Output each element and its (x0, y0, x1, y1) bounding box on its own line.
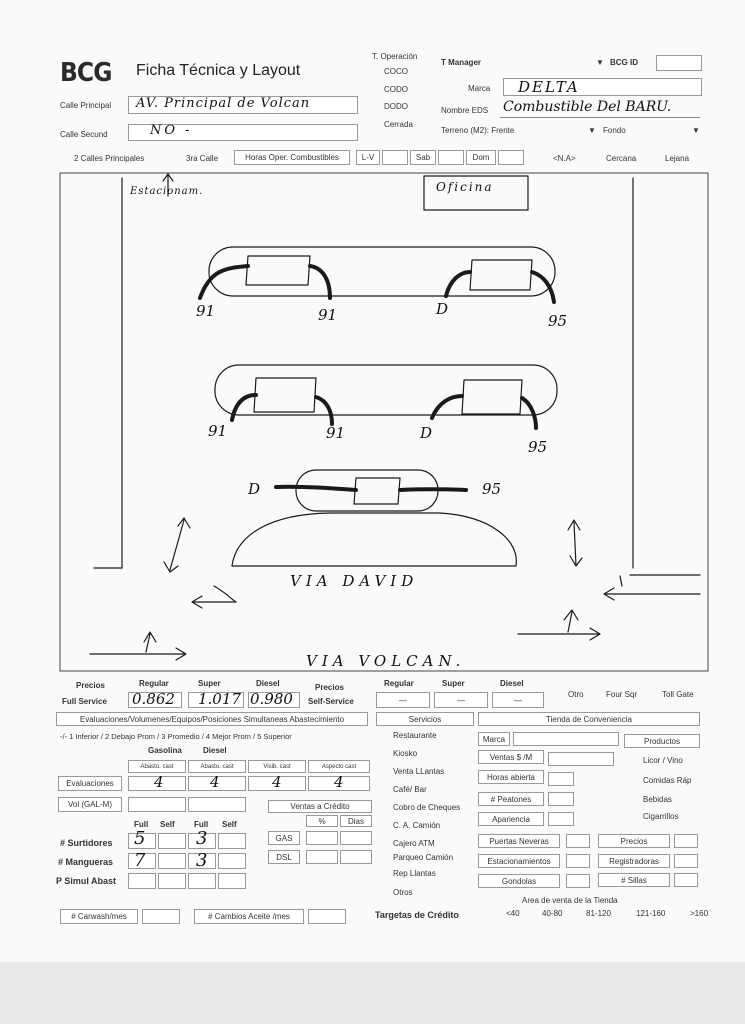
op-codo[interactable]: CODO (384, 85, 408, 94)
servicio-parqueo-camion[interactable]: Parqueo Camión (393, 853, 454, 862)
carwash-field[interactable] (142, 909, 180, 924)
vol-row-label: Vol (GAL-M) (58, 797, 122, 812)
producto-cigarrillos[interactable]: Cigarrillos (643, 812, 679, 821)
simul-gas-full-field[interactable] (128, 873, 156, 889)
self-super-value: — (457, 695, 465, 705)
area-range-1[interactable]: <40 (506, 909, 520, 918)
surtidores-label: # Surtidores (60, 838, 113, 848)
self-regular-field[interactable] (376, 692, 430, 708)
full-diesel-value: 0.980 (250, 690, 293, 708)
tienda-header: Tienda de Conveniencia (478, 712, 700, 726)
evaluaciones-row-label: Evaluaciones (58, 776, 122, 791)
abastecido-1-label: Abasto. cast (128, 760, 186, 773)
oficina-label: Oficina (436, 180, 494, 194)
dos-calles-label: 2 Calles Principales (74, 154, 145, 163)
self-super-field[interactable] (434, 692, 488, 708)
self-regular-header: Regular (384, 679, 414, 688)
dsl-self-header: Self (222, 820, 237, 829)
t-manager-label: T Manager (441, 58, 482, 67)
cercana-option[interactable]: Cercana (606, 154, 637, 163)
puertas-neveras-field[interactable] (566, 834, 590, 848)
servicio-cajero-atm[interactable]: Cajero ATM (393, 839, 435, 848)
full-service-label: Full Service (62, 697, 107, 706)
terreno-arrow-icon[interactable]: ▼ (588, 126, 596, 135)
estacionamientos-field[interactable] (566, 854, 590, 868)
tienda-marca-label: Marca (478, 732, 510, 746)
puertas-neveras-label: Puertas Neveras (478, 834, 560, 848)
full-regular-header: Regular (139, 679, 169, 688)
fondo-label: Fondo (603, 126, 626, 135)
productos-label: Productos (624, 734, 700, 748)
nombre-eds-label: Nombre EDS (441, 106, 489, 115)
vol-field-1[interactable] (128, 797, 186, 812)
self-diesel-value: — (514, 695, 522, 705)
ventas-label: Ventas $ /M (478, 750, 544, 764)
producto-comidas[interactable]: Comidas Ráp (643, 776, 692, 785)
producto-licor[interactable]: Licor / Vino (643, 756, 683, 765)
toll-gate-option[interactable]: Toll Gate (662, 690, 694, 699)
peatones-field[interactable] (548, 792, 574, 806)
island2-label-d: D (420, 424, 433, 442)
dsl-label: DSL (268, 850, 300, 864)
gas-pct-field[interactable] (306, 831, 338, 845)
cambios-label: # Cambios Aceite /mes (194, 909, 304, 924)
mang-gas-self-field[interactable] (158, 853, 186, 869)
simul-dsl-full-field[interactable] (188, 873, 216, 889)
cambios-field[interactable] (308, 909, 346, 924)
vol-field-2[interactable] (188, 797, 246, 812)
via-david-label: VIA DAVID (290, 572, 419, 590)
dsl-full-header: Full (194, 820, 209, 829)
gondolas-label: Gondolas (478, 874, 560, 888)
area-range-5[interactable]: >160 (690, 909, 709, 918)
producto-bebidas[interactable]: Bebidas (643, 795, 672, 804)
precios-label-self: Precios (315, 683, 344, 692)
apariencia-field[interactable] (548, 812, 574, 826)
servicios-header: Servicios (376, 712, 474, 726)
area-range-3[interactable]: 81-120 (586, 909, 611, 918)
servicio-rep-llantas[interactable]: Rep Llantas (393, 869, 436, 878)
surt-dsl-self-field[interactable] (218, 833, 246, 849)
sab-label-box: Sab (410, 150, 436, 165)
calle-secund-label: Calle Secund (60, 130, 108, 139)
sillas-label: # Sillas (598, 873, 670, 887)
tarjetas-credito-label: Targetas de Crédito (375, 910, 459, 920)
gas-dias-field[interactable] (340, 831, 372, 845)
fondo-arrow-icon[interactable]: ▼ (692, 126, 700, 135)
island1-label-91b: 91 (318, 306, 338, 324)
op-coco[interactable]: COCO (384, 67, 408, 76)
evaluaciones-scale: -/- 1 Inferior / 2 Debajo Prom / 3 Promedio / 4 Mejor Prom / 5 Superior (60, 732, 292, 741)
dsl-dias-field[interactable] (340, 850, 372, 864)
abastecido-2-label: Abasto. cast (188, 760, 246, 773)
island1-label-91a: 91 (196, 302, 216, 320)
servicio-otros[interactable]: Otros (393, 888, 413, 897)
mang-dsl-self-field[interactable] (218, 853, 246, 869)
calle-principal-value: AV. Principal de Volcan (136, 96, 311, 111)
evaluaciones-header: Evaluaciones/Volumenes/Equipos/Posiciones Simultaneas Abastecimiento (56, 712, 368, 726)
carwash-label: # Carwash/mes (60, 909, 138, 924)
estacionamientos-label: Estacionamientos (478, 854, 560, 868)
servicio-cobro-cheques[interactable]: Cobro de Cheques (393, 803, 461, 812)
op-cerrada[interactable]: Cerrada (384, 120, 413, 129)
precios-tienda-field[interactable] (674, 834, 698, 848)
full-diesel-header: Diesel (256, 679, 280, 688)
terreno-label: Terreno (M2): Frente (441, 126, 515, 135)
eval-value-2: 4 (210, 773, 220, 791)
marca-label: Marca (468, 84, 491, 93)
visib-label: Visib. cast (248, 760, 306, 773)
dias-label: Dias (340, 815, 372, 827)
island3-label-95: 95 (482, 480, 502, 498)
lv-label-box: L-V (356, 150, 380, 165)
dsl-pct-field[interactable] (306, 850, 338, 864)
gas-self-header: Self (160, 820, 175, 829)
otro-option[interactable]: Otro (568, 690, 584, 699)
servicio-restaurante[interactable]: Restaurante (393, 731, 437, 740)
tercera-calle-label: 3ra Calle (186, 154, 219, 163)
gas-full-header: Full (134, 820, 149, 829)
island1-label-d: D (436, 300, 449, 318)
mang-gas-full-value: 7 (134, 850, 146, 871)
gasolina-label: Gasolina (148, 746, 182, 755)
island3-label-d: D (248, 480, 261, 498)
servicio-venta-llantas[interactable]: Venta LLantas (393, 767, 445, 776)
pct-label: % (306, 815, 338, 827)
island1-label-95: 95 (548, 312, 568, 330)
ventas-field[interactable] (548, 752, 614, 766)
marca-value: DELTA (518, 78, 580, 96)
precios-tienda-label: Precios (598, 834, 670, 848)
tienda-marca-field[interactable] (513, 732, 619, 746)
apariencia-label: Apariencia (478, 812, 544, 826)
op-dodo[interactable]: DODO (384, 102, 408, 111)
gondolas-field[interactable] (566, 874, 590, 888)
surt-dsl-full-value: 3 (196, 828, 208, 849)
full-super-value: 1.017 (198, 690, 241, 708)
self-super-header: Super (442, 679, 465, 688)
servicio-kiosko[interactable]: Kiosko (393, 749, 418, 758)
form-title: Ficha Técnica y Layout (136, 62, 301, 79)
simul-label: P Simul Abast (56, 876, 117, 886)
bcg-id-label: BCG ID (610, 58, 638, 67)
mangueras-label: # Mangueras (58, 857, 114, 867)
registradoras-field[interactable] (674, 854, 698, 868)
simul-dsl-self-field[interactable] (218, 873, 246, 889)
servicio-cafe-bar[interactable]: Café/ Bar (393, 785, 427, 794)
precios-label-full: Precios (76, 681, 105, 690)
surt-gas-self-field[interactable] (158, 833, 186, 849)
self-diesel-header: Diesel (500, 679, 524, 688)
calle-principal-label: Calle Principal (60, 101, 112, 110)
self-service-label: Self-Service (308, 697, 354, 706)
dom-label-box: Dom (466, 150, 496, 165)
dropdown-arrow-icon[interactable]: ▼ (596, 58, 604, 67)
lejana-option[interactable]: Lejana (665, 154, 690, 163)
eval-value-3: 4 (272, 773, 282, 791)
self-regular-value: — (399, 695, 407, 705)
island2-label-91b: 91 (326, 424, 346, 442)
surt-gas-full-value: 5 (134, 828, 146, 849)
horas-abierta-field[interactable] (548, 772, 574, 786)
mang-dsl-full-value: 3 (196, 850, 208, 871)
diesel-label: Diesel (203, 746, 227, 755)
full-regular-value: 0.862 (132, 690, 175, 708)
full-super-header: Super (198, 679, 221, 688)
island2-label-91a: 91 (208, 422, 228, 440)
area-range-4[interactable]: 121-160 (636, 909, 666, 918)
horas-oper-button[interactable]: Horas Oper. Combustibles (234, 150, 350, 165)
ventas-credito-label: Ventas a Crédito (268, 800, 372, 813)
servicio-ca-camion[interactable]: C. A. Camión (393, 821, 441, 830)
horas-abierta-label: Horas abierta (478, 770, 544, 784)
aspecto-label: Aspecto cast (308, 760, 370, 773)
via-volcan-label: VIA VOLCAN. (306, 652, 466, 670)
registradoras-label: Registradoras (598, 854, 670, 868)
calle-secund-value: NO - (150, 123, 193, 138)
area-range-2[interactable]: 40-80 (542, 909, 563, 918)
area-venta-label: Area de venta de la Tienda (522, 896, 618, 905)
simul-gas-self-field[interactable] (158, 873, 186, 889)
gas-label: GAS (268, 831, 300, 845)
nombre-eds-value: Combustible Del BARU. (503, 99, 672, 115)
sillas-field[interactable] (674, 873, 698, 887)
t-operacion-label: T. Operación (372, 52, 418, 61)
self-diesel-field[interactable] (492, 692, 544, 708)
island2-label-95: 95 (528, 438, 548, 456)
na-option[interactable]: <N.A> (553, 154, 576, 163)
four-sqr-option[interactable]: Four Sqr (606, 690, 638, 699)
peatones-label: # Peatones (478, 792, 544, 806)
bcg-logo: BCG (60, 58, 112, 88)
eval-value-1: 4 (154, 773, 164, 791)
eval-value-4: 4 (334, 773, 344, 791)
estacionamiento-label: Estacionam. (130, 186, 204, 197)
